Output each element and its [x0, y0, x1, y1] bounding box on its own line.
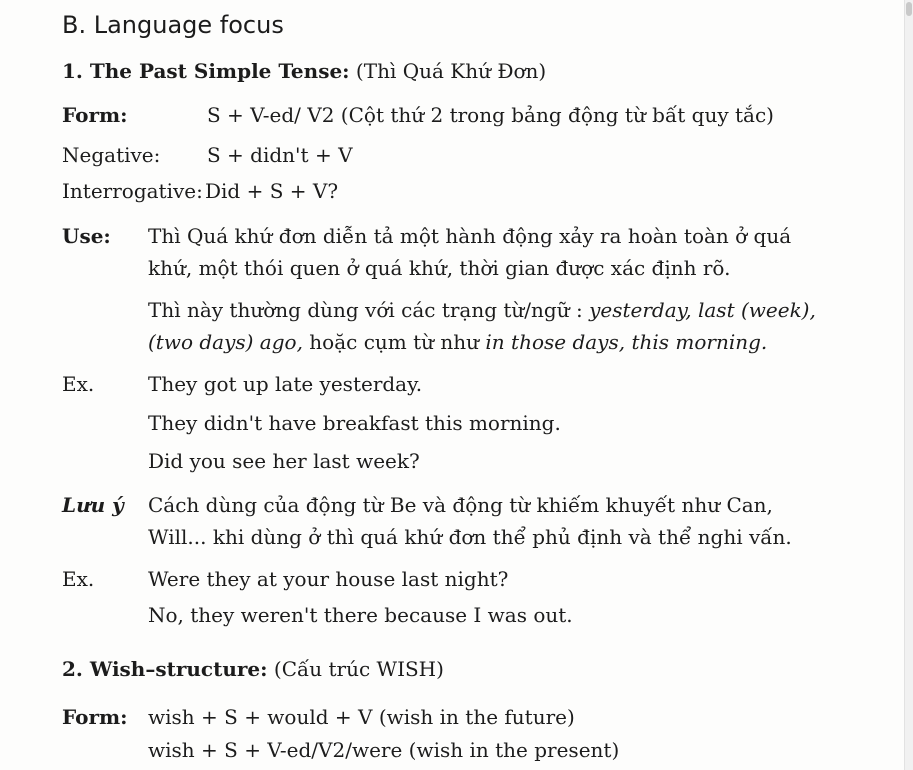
use-line-1: Thì Quá khứ đơn diễn tả một hành động xảy ra hoàn toàn ở quá	[148, 224, 792, 248]
form-label: Form:	[62, 103, 128, 127]
past-simple-heading	[62, 58, 546, 84]
scrollbar-thumb[interactable]	[906, 2, 912, 16]
negative-value: S + didn't + V	[207, 143, 353, 167]
past-simple-heading-bold: 1. The Past Simple Tense:	[62, 59, 350, 83]
yesterday-term: yesterday,	[589, 298, 692, 322]
example-2-item: Were they at your house last night?	[148, 567, 509, 591]
example-2-item: No, they weren't there because I was out.	[148, 603, 573, 627]
use-line-4	[148, 329, 767, 355]
form-value: S + V-ed/ V2 (Cột thứ 2 trong bảng động từ bất quy tắc)	[207, 103, 774, 127]
use-line-2: khứ, một thói quen ở quá khứ, thời gian được xác định rõ.	[148, 256, 731, 280]
wish-heading-bold: 2. Wish–structure:	[62, 657, 268, 681]
example-label: Ex.	[62, 372, 95, 396]
wish-heading-rest: (Cấu trúc WISH)	[267, 657, 444, 681]
wish-form-label: Form:	[62, 705, 128, 729]
negative-label: Negative:	[62, 143, 161, 167]
section-title: B. Language focus	[62, 11, 284, 39]
interrogative-label: Interrogative:	[62, 179, 203, 203]
example-2-label: Ex.	[62, 567, 95, 591]
last-term: last	[691, 298, 741, 322]
wish-heading	[62, 656, 444, 682]
note-line-1: Cách dùng của động từ Be và động từ khiếm khuyết như Can,	[148, 493, 773, 517]
time-phrases-term: in those days, this morning.	[485, 330, 768, 354]
two-days-ago-term: (two days) ago,	[148, 330, 303, 354]
note-line-2: Will... khi dùng ở thì quá khứ đơn thể phủ định và thể nghi vấn.	[148, 525, 792, 549]
example-item: Did you see her last week?	[148, 449, 420, 473]
interrogative-value: Did + S + V?	[205, 179, 339, 203]
scrollbar-track[interactable]	[904, 0, 913, 770]
note-label: Lưu ý	[62, 493, 124, 517]
use-line-3	[148, 297, 816, 323]
use-line-4-middle: hoặc cụm từ như	[302, 330, 486, 354]
wish-form-line: wish + S + would + V (wish in the future)	[148, 705, 575, 729]
week-term: (week),	[740, 298, 816, 322]
use-label: Use:	[62, 224, 111, 248]
wish-form-line: wish + S + V-ed/V2/were (wish in the present)	[148, 738, 620, 762]
past-simple-heading-rest: (Thì Quá Khứ Đơn)	[349, 59, 547, 83]
example-item: They got up late yesterday.	[148, 372, 423, 396]
example-item: They didn't have breakfast this morning.	[148, 411, 561, 435]
use-line-3-prefix: Thì này thường dùng với các trạng từ/ngữ :	[148, 298, 590, 322]
